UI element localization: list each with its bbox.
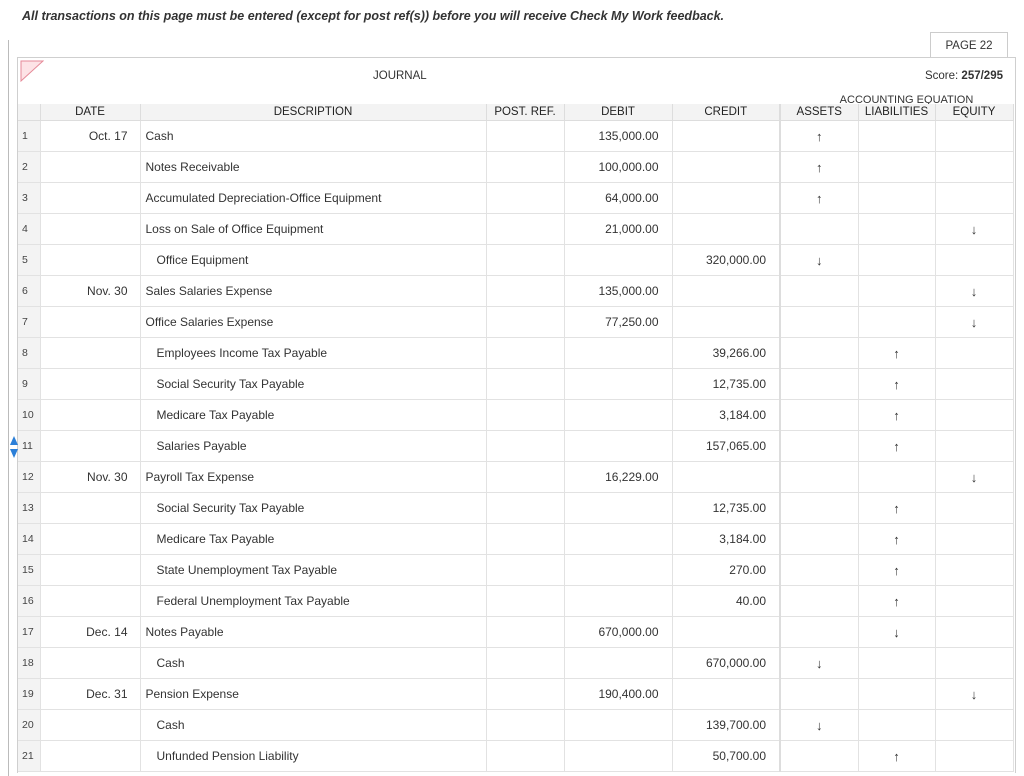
debit-cell[interactable] xyxy=(564,338,672,369)
post-ref-cell[interactable] xyxy=(486,555,564,586)
journal-row xyxy=(18,679,1013,710)
row-number: 17 xyxy=(18,617,40,648)
assets-cell[interactable] xyxy=(780,555,858,586)
journal-row xyxy=(18,586,1013,617)
score-display xyxy=(925,70,1003,82)
credit-cell[interactable]: 139,700.00 xyxy=(672,710,780,741)
liabilities-cell[interactable]: ↑ xyxy=(858,586,935,617)
row-number: 6 xyxy=(18,276,40,307)
post-ref-cell[interactable] xyxy=(486,741,564,772)
description-cell[interactable]: Notes Payable xyxy=(140,617,486,648)
debit-cell[interactable] xyxy=(564,431,672,462)
liabilities-cell[interactable]: ↑ xyxy=(858,741,935,772)
equity-cell[interactable]: ↓ xyxy=(935,214,1013,245)
description-header: DESCRIPTION xyxy=(140,104,486,121)
journal-row xyxy=(18,710,1013,741)
description-cell[interactable]: Federal Unemployment Tax Payable xyxy=(140,586,486,617)
date-cell[interactable] xyxy=(40,338,140,369)
row-number: 19 xyxy=(18,679,40,710)
assets-cell[interactable]: ↓ xyxy=(780,710,858,741)
row-number: 20 xyxy=(18,710,40,741)
journal-row xyxy=(18,369,1013,400)
assets-cell[interactable] xyxy=(780,276,858,307)
post-ref-cell[interactable] xyxy=(486,276,564,307)
post-ref-cell[interactable] xyxy=(486,493,564,524)
date-cell[interactable] xyxy=(40,710,140,741)
reorder-handle-icon[interactable] xyxy=(9,435,19,459)
assets-header: ASSETS xyxy=(780,104,858,121)
liabilities-header: LIABILITIES xyxy=(858,104,935,121)
journal-row xyxy=(18,524,1013,555)
date-cell[interactable] xyxy=(40,307,140,338)
debit-cell[interactable] xyxy=(564,586,672,617)
debit-cell[interactable]: 21,000.00 xyxy=(564,214,672,245)
date-cell[interactable] xyxy=(40,245,140,276)
liabilities-cell[interactable] xyxy=(858,245,935,276)
assets-cell[interactable] xyxy=(780,338,858,369)
description-cell[interactable]: Cash xyxy=(140,710,486,741)
credit-cell[interactable] xyxy=(672,214,780,245)
debit-cell[interactable] xyxy=(564,245,672,276)
debit-cell[interactable] xyxy=(564,648,672,679)
assets-cell[interactable]: ↑ xyxy=(780,183,858,214)
row-number: 14 xyxy=(18,524,40,555)
journal-row xyxy=(18,462,1013,493)
journal-row xyxy=(18,431,1013,462)
equity-cell[interactable] xyxy=(935,369,1013,400)
assets-cell[interactable]: ↑ xyxy=(780,152,858,183)
post-ref-cell[interactable] xyxy=(486,679,564,710)
description-cell[interactable]: Cash xyxy=(140,648,486,679)
assets-cell[interactable] xyxy=(780,400,858,431)
date-cell[interactable] xyxy=(40,431,140,462)
row-number: 7 xyxy=(18,307,40,338)
description-cell[interactable]: Salaries Payable xyxy=(140,431,486,462)
assets-cell[interactable] xyxy=(780,493,858,524)
equity-cell[interactable] xyxy=(935,555,1013,586)
assets-cell[interactable]: ↑ xyxy=(780,121,858,152)
date-cell[interactable] xyxy=(40,586,140,617)
date-cell[interactable] xyxy=(40,152,140,183)
description-cell[interactable]: Medicare Tax Payable xyxy=(140,400,486,431)
row-number: 18 xyxy=(18,648,40,679)
row-number: 15 xyxy=(18,555,40,586)
equity-cell[interactable] xyxy=(935,152,1013,183)
assets-cell[interactable] xyxy=(780,679,858,710)
date-cell[interactable] xyxy=(40,493,140,524)
description-cell[interactable]: Accumulated Depreciation-Office Equipment xyxy=(140,183,486,214)
row-number: 5 xyxy=(18,245,40,276)
assets-cell[interactable] xyxy=(780,741,858,772)
journal-row xyxy=(18,152,1013,183)
liabilities-cell[interactable]: ↑ xyxy=(858,369,935,400)
debit-cell[interactable] xyxy=(564,555,672,586)
row-number: 9 xyxy=(18,369,40,400)
liabilities-cell[interactable] xyxy=(858,462,935,493)
date-cell[interactable] xyxy=(40,555,140,586)
post-ref-cell[interactable] xyxy=(486,121,564,152)
assets-cell[interactable]: ↓ xyxy=(780,648,858,679)
date-cell[interactable]: Dec. 31 xyxy=(40,679,140,710)
liabilities-cell[interactable]: ↑ xyxy=(858,431,935,462)
liabilities-cell[interactable] xyxy=(858,679,935,710)
post-ref-cell[interactable] xyxy=(486,586,564,617)
debit-cell[interactable] xyxy=(564,493,672,524)
credit-cell[interactable]: 3,184.00 xyxy=(672,524,780,555)
credit-cell[interactable]: 670,000.00 xyxy=(672,648,780,679)
post-ref-cell[interactable] xyxy=(486,648,564,679)
liabilities-cell[interactable] xyxy=(858,183,935,214)
post-ref-cell[interactable] xyxy=(486,307,564,338)
journal-row xyxy=(18,245,1013,276)
debit-cell[interactable]: 135,000.00 xyxy=(564,121,672,152)
description-cell[interactable]: Loss on Sale of Office Equipment xyxy=(140,214,486,245)
score-value: 257/295 xyxy=(961,70,1003,82)
liabilities-cell[interactable] xyxy=(858,214,935,245)
equity-cell[interactable] xyxy=(935,741,1013,772)
credit-cell[interactable]: 320,000.00 xyxy=(672,245,780,276)
date-cell[interactable] xyxy=(40,400,140,431)
journal-row xyxy=(18,121,1013,152)
flag-icon[interactable] xyxy=(20,60,44,82)
liabilities-cell[interactable]: ↑ xyxy=(858,524,935,555)
debit-cell[interactable]: 190,400.00 xyxy=(564,679,672,710)
journal-row xyxy=(18,276,1013,307)
assets-cell[interactable] xyxy=(780,369,858,400)
liabilities-cell[interactable]: ↑ xyxy=(858,493,935,524)
description-cell[interactable]: Payroll Tax Expense xyxy=(140,462,486,493)
equity-cell[interactable]: ↓ xyxy=(935,307,1013,338)
description-cell[interactable]: Office Equipment xyxy=(140,245,486,276)
date-cell[interactable]: Dec. 14 xyxy=(40,617,140,648)
liabilities-cell[interactable] xyxy=(858,121,935,152)
liabilities-cell[interactable]: ↑ xyxy=(858,338,935,369)
debit-cell[interactable] xyxy=(564,400,672,431)
row-number: 3 xyxy=(18,183,40,214)
equity-header: EQUITY xyxy=(935,104,1013,121)
description-cell[interactable]: Social Security Tax Payable xyxy=(140,369,486,400)
equity-cell[interactable]: ↓ xyxy=(935,462,1013,493)
date-cell[interactable] xyxy=(40,214,140,245)
date-cell[interactable]: Nov. 30 xyxy=(40,276,140,307)
description-cell[interactable]: Employees Income Tax Payable xyxy=(140,338,486,369)
post-ref-cell[interactable] xyxy=(486,245,564,276)
equity-cell[interactable]: ↓ xyxy=(935,679,1013,710)
credit-cell[interactable]: 40.00 xyxy=(672,586,780,617)
debit-cell[interactable] xyxy=(564,369,672,400)
debit-header: DEBIT xyxy=(564,104,672,121)
debit-cell[interactable] xyxy=(564,741,672,772)
journal-row xyxy=(18,741,1013,772)
liabilities-cell[interactable] xyxy=(858,276,935,307)
date-cell[interactable] xyxy=(40,524,140,555)
credit-cell[interactable] xyxy=(672,679,780,710)
post-ref-cell[interactable] xyxy=(486,338,564,369)
equity-cell[interactable] xyxy=(935,183,1013,214)
post-ref-cell[interactable] xyxy=(486,431,564,462)
post-ref-cell[interactable] xyxy=(486,710,564,741)
description-cell[interactable]: Unfunded Pension Liability xyxy=(140,741,486,772)
date-cell[interactable] xyxy=(40,741,140,772)
journal-panel xyxy=(17,57,1016,773)
equity-cell[interactable] xyxy=(935,245,1013,276)
row-number: 1 xyxy=(18,121,40,152)
debit-cell[interactable] xyxy=(564,710,672,741)
post-ref-header: POST. REF. xyxy=(486,104,564,121)
equity-cell[interactable] xyxy=(935,493,1013,524)
debit-cell[interactable]: 670,000.00 xyxy=(564,617,672,648)
description-cell[interactable]: Medicare Tax Payable xyxy=(140,524,486,555)
equity-cell[interactable] xyxy=(935,400,1013,431)
credit-cell[interactable] xyxy=(672,462,780,493)
journal-row xyxy=(18,307,1013,338)
post-ref-cell[interactable] xyxy=(486,183,564,214)
journal-header xyxy=(18,58,1015,94)
date-cell[interactable]: Oct. 17 xyxy=(40,121,140,152)
journal-row xyxy=(18,648,1013,679)
equity-cell[interactable] xyxy=(935,121,1013,152)
equity-cell[interactable] xyxy=(935,338,1013,369)
assets-cell[interactable] xyxy=(780,586,858,617)
credit-cell[interactable]: 3,184.00 xyxy=(672,400,780,431)
date-cell[interactable] xyxy=(40,183,140,214)
description-cell[interactable]: Office Salaries Expense xyxy=(140,307,486,338)
journal-row xyxy=(18,400,1013,431)
journal-row xyxy=(18,214,1013,245)
row-number: 13 xyxy=(18,493,40,524)
liabilities-cell[interactable]: ↑ xyxy=(858,555,935,586)
page-label: PAGE 22 xyxy=(930,32,1008,59)
liabilities-cell[interactable] xyxy=(858,307,935,338)
assets-cell[interactable] xyxy=(780,214,858,245)
post-ref-cell[interactable] xyxy=(486,214,564,245)
post-ref-cell[interactable] xyxy=(486,152,564,183)
liabilities-cell[interactable]: ↓ xyxy=(858,617,935,648)
credit-cell[interactable] xyxy=(672,307,780,338)
credit-cell[interactable] xyxy=(672,121,780,152)
credit-cell[interactable]: 12,735.00 xyxy=(672,369,780,400)
equity-cell[interactable] xyxy=(935,648,1013,679)
equity-cell[interactable] xyxy=(935,431,1013,462)
post-ref-cell[interactable] xyxy=(486,369,564,400)
post-ref-cell[interactable] xyxy=(486,462,564,493)
journal-title: JOURNAL xyxy=(373,70,427,82)
feedback-notice: All transactions on this page must be entered (except for post ref(s)) before you will receive Check My Work feedback. xyxy=(22,9,725,23)
equity-cell[interactable] xyxy=(935,524,1013,555)
journal-row xyxy=(18,493,1013,524)
accounting-equation-label: ACCOUNTING EQUATION xyxy=(839,94,974,104)
date-header: DATE xyxy=(40,104,140,121)
assets-cell[interactable] xyxy=(780,431,858,462)
journal-row xyxy=(18,183,1013,214)
row-number: 11 xyxy=(18,431,40,462)
assets-cell[interactable] xyxy=(780,524,858,555)
description-cell[interactable]: Sales Salaries Expense xyxy=(140,276,486,307)
row-number: 16 xyxy=(18,586,40,617)
column-header-row xyxy=(18,104,1013,121)
debit-cell[interactable]: 100,000.00 xyxy=(564,152,672,183)
assets-cell[interactable] xyxy=(780,307,858,338)
assets-cell[interactable] xyxy=(780,617,858,648)
row-number: 8 xyxy=(18,338,40,369)
debit-cell[interactable]: 77,250.00 xyxy=(564,307,672,338)
equity-cell[interactable] xyxy=(935,710,1013,741)
journal-row xyxy=(18,555,1013,586)
liabilities-cell[interactable]: ↑ xyxy=(858,400,935,431)
row-number: 12 xyxy=(18,462,40,493)
credit-cell[interactable] xyxy=(672,276,780,307)
credit-header: CREDIT xyxy=(672,104,780,121)
description-cell[interactable]: State Unemployment Tax Payable xyxy=(140,555,486,586)
credit-cell[interactable]: 157,065.00 xyxy=(672,431,780,462)
post-ref-cell[interactable] xyxy=(486,617,564,648)
description-cell[interactable]: Social Security Tax Payable xyxy=(140,493,486,524)
equity-cell[interactable]: ↓ xyxy=(935,276,1013,307)
credit-cell[interactable] xyxy=(672,183,780,214)
row-number: 4 xyxy=(18,214,40,245)
post-ref-cell[interactable] xyxy=(486,400,564,431)
journal-table xyxy=(18,104,1014,772)
credit-cell[interactable]: 270.00 xyxy=(672,555,780,586)
row-number-header xyxy=(18,104,40,121)
equity-cell[interactable] xyxy=(935,617,1013,648)
credit-cell[interactable] xyxy=(672,617,780,648)
liabilities-cell[interactable] xyxy=(858,152,935,183)
liabilities-cell[interactable] xyxy=(858,648,935,679)
date-cell[interactable]: Nov. 30 xyxy=(40,462,140,493)
debit-cell[interactable]: 64,000.00 xyxy=(564,183,672,214)
assets-cell[interactable]: ↓ xyxy=(780,245,858,276)
journal-row xyxy=(18,617,1013,648)
journal-rows xyxy=(18,121,1013,772)
row-number: 10 xyxy=(18,400,40,431)
score-label: Score: xyxy=(924,70,959,82)
description-cell[interactable]: Cash xyxy=(140,121,486,152)
equity-cell[interactable] xyxy=(935,586,1013,617)
description-cell[interactable]: Pension Expense xyxy=(140,679,486,710)
description-cell[interactable]: Notes Receivable xyxy=(140,152,486,183)
debit-cell[interactable]: 135,000.00 xyxy=(564,276,672,307)
date-cell[interactable] xyxy=(40,369,140,400)
assets-cell[interactable] xyxy=(780,462,858,493)
debit-cell[interactable] xyxy=(564,524,672,555)
left-divider xyxy=(8,40,9,776)
credit-cell[interactable]: 39,266.00 xyxy=(672,338,780,369)
row-number: 2 xyxy=(18,152,40,183)
liabilities-cell[interactable] xyxy=(858,710,935,741)
credit-cell[interactable] xyxy=(672,152,780,183)
credit-cell[interactable]: 50,700.00 xyxy=(672,741,780,772)
debit-cell[interactable]: 16,229.00 xyxy=(564,462,672,493)
row-number: 21 xyxy=(18,741,40,772)
date-cell[interactable] xyxy=(40,648,140,679)
credit-cell[interactable]: 12,735.00 xyxy=(672,493,780,524)
post-ref-cell[interactable] xyxy=(486,524,564,555)
journal-row xyxy=(18,338,1013,369)
